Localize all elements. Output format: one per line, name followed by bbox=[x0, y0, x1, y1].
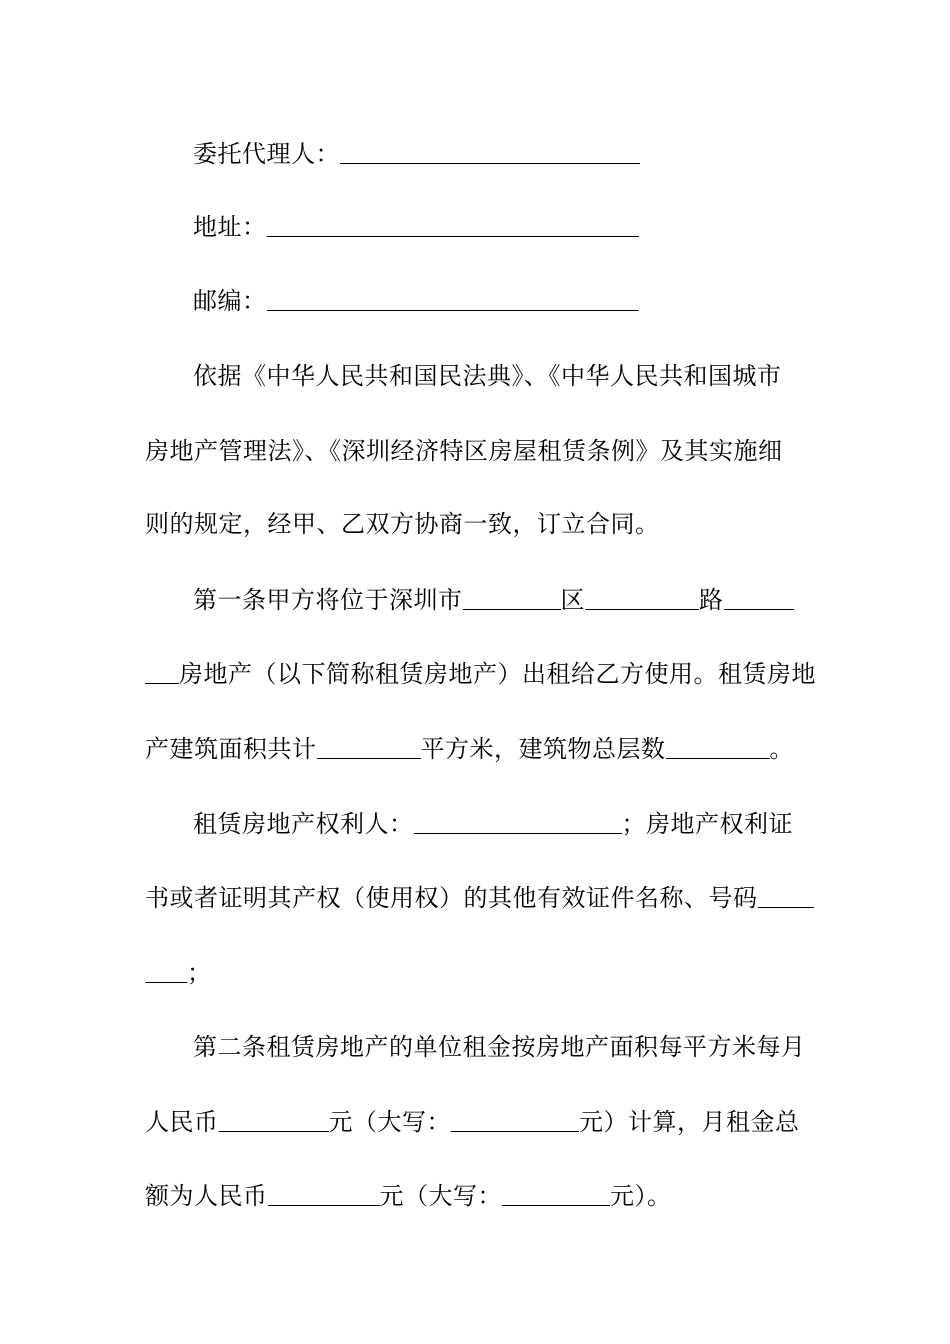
article2-text-c: 元（大写： bbox=[328, 1108, 451, 1136]
district-blank bbox=[463, 585, 561, 610]
road-blank bbox=[585, 585, 699, 610]
article2-text-a: 第二条租赁房地产的单位租金按房地产面积每平方米每月 bbox=[193, 1033, 806, 1061]
article2-line-3 bbox=[145, 1180, 825, 1212]
agent-row bbox=[193, 138, 873, 170]
rights-line-3 bbox=[145, 957, 825, 989]
article1-line-2 bbox=[145, 658, 825, 690]
rights-text-b: ；房地产权利证 bbox=[621, 810, 793, 838]
agent-blank bbox=[340, 139, 640, 164]
rights-line-2 bbox=[145, 882, 825, 914]
article1-line-1 bbox=[193, 584, 873, 616]
article2-text-e: 额为人民币 bbox=[145, 1182, 268, 1210]
article2-line-1 bbox=[193, 1031, 873, 1063]
article1-text-d: 房地产（以下简称租赁房地产）出租给乙方使用。租赁房地 bbox=[179, 660, 816, 688]
article2-text-d: 元）计算，月租金总 bbox=[579, 1108, 800, 1136]
article2-text-g: 元）。 bbox=[610, 1182, 672, 1210]
article1-text-g: 。 bbox=[769, 735, 794, 763]
postcode-blank bbox=[267, 286, 639, 311]
basis-text-3: 则的规定，经甲、乙双方协商一致，订立合同。 bbox=[145, 510, 660, 538]
rights-text-c: 书或者证明其产权（使用权）的其他有效证件名称、号码 bbox=[145, 884, 758, 912]
address-row bbox=[193, 211, 873, 243]
basis-line-1 bbox=[193, 360, 873, 392]
floors-blank bbox=[666, 734, 770, 759]
certificate-blank-a bbox=[758, 883, 814, 908]
certificate-blank-b bbox=[145, 958, 187, 983]
article1-text-f: 平方米，建筑物总层数 bbox=[420, 735, 666, 763]
article2-line-2 bbox=[145, 1106, 825, 1138]
monthly-rent-words-blank bbox=[502, 1181, 610, 1206]
rights-line-1 bbox=[193, 808, 873, 840]
rights-text-a: 租赁房地产权利人： bbox=[193, 810, 414, 838]
address-number-blank-b bbox=[145, 659, 179, 684]
address-label: 地址： bbox=[193, 213, 267, 241]
basis-line-3 bbox=[145, 508, 825, 540]
monthly-rent-blank bbox=[268, 1181, 380, 1206]
unit-rent-blank bbox=[219, 1107, 329, 1132]
unit-rent-words-blank bbox=[451, 1107, 579, 1132]
basis-text-1: 依据《中华人民共和国民法典》、《中华人民共和国城市 bbox=[193, 362, 782, 390]
postcode-row bbox=[193, 285, 873, 317]
basis-line-2 bbox=[145, 435, 825, 467]
address-number-blank-a bbox=[724, 585, 794, 610]
area-blank bbox=[317, 734, 421, 759]
article1-text-b: 区 bbox=[560, 586, 585, 614]
rights-text-d: ； bbox=[187, 959, 212, 987]
article1-line-3 bbox=[145, 733, 825, 765]
article1-text-c: 路 bbox=[699, 586, 724, 614]
article1-text-a: 第一条甲方将位于深圳市 bbox=[193, 586, 463, 614]
article2-text-f: 元（大写： bbox=[379, 1182, 502, 1210]
address-blank bbox=[267, 212, 639, 237]
agent-label: 委托代理人： bbox=[193, 140, 340, 168]
basis-text-2: 房地产管理法》、《深圳经济特区房屋租赁条例》及其实施细 bbox=[145, 437, 783, 465]
rights-holder-blank bbox=[414, 809, 622, 834]
postcode-label: 邮编： bbox=[193, 287, 267, 315]
article1-text-e: 产建筑面积共计 bbox=[145, 735, 317, 763]
article2-text-b: 人民币 bbox=[145, 1108, 219, 1136]
